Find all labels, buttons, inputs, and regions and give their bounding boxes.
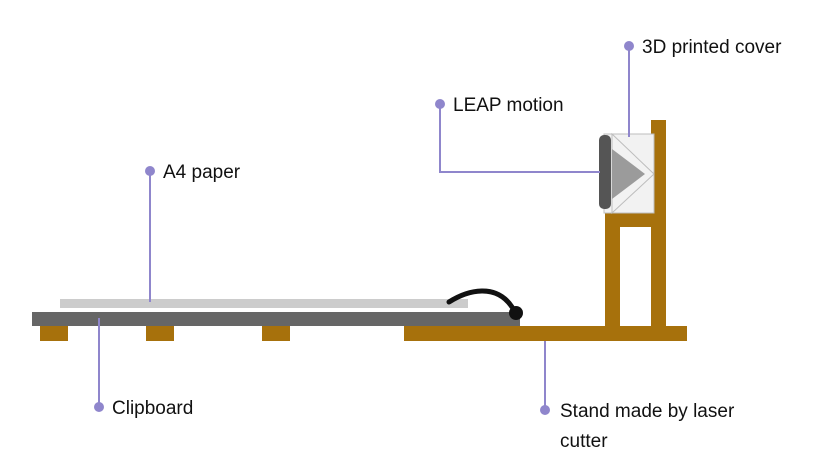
clipboard-clip-knob (509, 306, 523, 320)
label-3d-printed-cover: 3D printed cover (642, 37, 782, 58)
clipboard-foot (262, 326, 290, 341)
stand-leg-left (605, 215, 620, 326)
callout-dot-paper (145, 166, 155, 176)
label-stand-line1: Stand made by laser (560, 401, 735, 422)
stand-crossbar (605, 213, 666, 227)
callout-dot-stand (540, 405, 550, 415)
clipboard-foot (40, 326, 68, 341)
callout-dot-clipboard (94, 402, 104, 412)
callout-dot-cover (624, 41, 634, 51)
clipboard-board (32, 312, 520, 326)
a4-paper (60, 299, 468, 308)
label-clipboard: Clipboard (112, 398, 194, 419)
label-stand-line2: cutter (560, 431, 608, 452)
leap-motion-face (599, 135, 611, 209)
label-leap-motion: LEAP motion (453, 95, 564, 116)
stand-base (404, 326, 687, 341)
callout-dot-leap (435, 99, 445, 109)
clipboard-foot (146, 326, 174, 341)
label-a4-paper: A4 paper (163, 162, 241, 183)
